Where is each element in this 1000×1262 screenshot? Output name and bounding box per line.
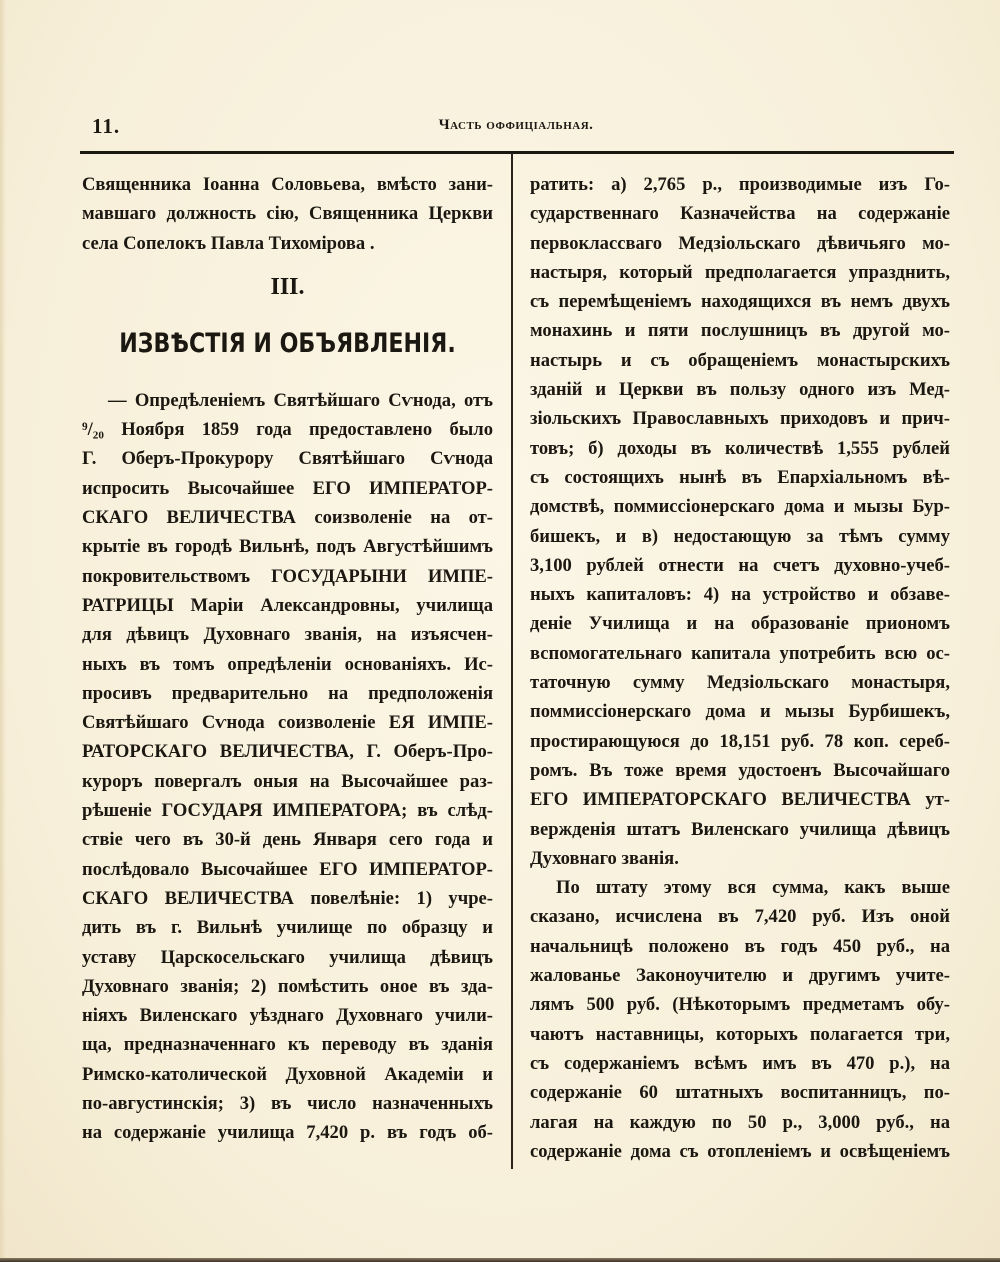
text-line: Г. Оберъ-Прокурору Святѣйшаго Сѵнода: [82, 448, 493, 470]
left-column: [82, 170, 493, 1148]
text-line: лямъ 500 руб. (Нѣкоторымъ предметамъ обу-: [530, 994, 950, 1016]
column-divider: [511, 153, 513, 1169]
text-line: Духовнаго званія; 2) помѣстить оное въ зда-: [82, 975, 493, 997]
text-line: РАТРИЦЫ Маріи Александровны, училища: [82, 594, 493, 616]
section-number: III.: [270, 273, 305, 300]
page-number: 11.: [92, 114, 121, 138]
text-line: монахинь и пяти послушницъ въ другой мо-: [530, 320, 950, 342]
text-line: крытіе въ городѣ Вильнѣ, подъ Августѣйшимъ: [82, 536, 493, 558]
text-line: для дѣвицъ Духовнаго званія, на изъясчен-: [82, 624, 493, 646]
text-line: настырь и съ обращеніемъ монастырскихъ: [530, 349, 950, 371]
continued-paragraph: [530, 170, 950, 873]
text-line: на содержаніе училища 7,420 р. въ годъ об-: [82, 1122, 493, 1144]
text-line: содержаніе дома съ отопленіемъ и освѣщеніемъ: [530, 1140, 950, 1162]
text-line: съ содержаніемъ всѣмъ имъ въ 470 р.), на: [530, 1052, 950, 1074]
text-line: СКАГО ВЕЛИЧЕСТВА соизволеніе на от-: [82, 507, 493, 529]
text-line: СКАГО ВЕЛИЧЕСТВА повелѣніе: 1) учре-: [82, 887, 493, 909]
text-line: послѣдовало Высочайшее ЕГО ИМПЕРАТОР-: [82, 858, 493, 880]
text-line: жалованье Законоучителю и другимъ учите-: [530, 965, 950, 987]
text-line: По штату этому вся сумма, какъ выше: [556, 877, 950, 899]
text-line: съ перемѣщеніемъ находящихся въ немъ двухъ: [530, 291, 950, 313]
text-line: сударственнаго Казначейства на содержаніе: [530, 203, 950, 225]
text-line: РАТОРСКАГО ВЕЛИЧЕСТВА, Г. Оберъ-Про-: [82, 741, 493, 763]
text-line: 3,100 рублей отнести на счетъ духовно-учеб-: [530, 554, 950, 576]
text-line: покровительствомъ ГОСУДАРЫНИ ИМПЕ-: [82, 565, 493, 587]
text-line: рѣшеніе ГОСУДАРЯ ИМПЕРАТОРА; въ слѣд-: [82, 800, 493, 822]
text-line: товъ; б) доходы въ количествѣ 1,555 рублей: [530, 437, 950, 459]
text-line: Духовнаго званія.: [530, 847, 679, 869]
page-edge-bottom: [0, 1258, 1000, 1262]
text-line: начальницѣ положено въ годъ 450 руб., на: [530, 935, 950, 957]
text-line: ща, предназначеннаго къ переводу въ зданія: [82, 1034, 493, 1056]
text-line: зданій и Церкви въ пользу одного изъ Мед-: [530, 379, 950, 401]
text-line: вспомогательнаго капитала употребить всю ос-: [530, 642, 950, 664]
text-line: мавшаго должность сію, Священника Церкви: [82, 203, 493, 225]
text-line: ратить: а) 2,765 р., производимые изъ Го-: [530, 174, 950, 195]
text-line: ЕГО ИМПЕРАТОРСКАГО ВЕЛИЧЕСТВА ут-: [530, 789, 950, 811]
text-line: ныхъ капиталовъ: 4) на устройство и обзаве-: [530, 584, 950, 606]
text-line: лагая на каждую по 50 р., 3,000 руб., на: [530, 1111, 950, 1133]
text-line: просивъ предварительно на предположенія: [82, 682, 493, 704]
text-line: деніе Училища и на образованіе приономъ: [530, 613, 950, 635]
text-line: ніяхъ Виленскаго уѣзднаго Духовнаго учили-: [82, 1005, 493, 1027]
text-line: испросить Высочайшее ЕГО ИМПЕРАТОР-: [82, 477, 493, 499]
text-line: вержденія штатъ Виленскаго училища дѣвицъ: [530, 818, 950, 840]
text-line: дить въ г. Вильнѣ училище по образцу и: [82, 917, 493, 939]
page-header: [82, 110, 950, 140]
right-column: [530, 170, 950, 1166]
staffing-paragraph: [530, 873, 950, 1166]
text-line: ⁹/₂₀ Ноября 1859 года предоставлено было: [82, 419, 493, 441]
text-line: ствіе чего въ 30-й день Января сего года и: [82, 829, 493, 851]
text-line: сказано, исчислена въ 7,420 руб. Изъ оной: [530, 906, 950, 928]
section-title: ИЗВѢСТІЯ И ОБЪЯВЛЕНІЯ.: [119, 327, 456, 359]
text-line: настыря, который предполагается упразднить,: [530, 261, 950, 283]
text-line: поммиссіонерскаго дома и мызы Бурбишекъ,: [530, 701, 950, 723]
text-line: уставу Царскосельскаго училища дѣвицъ: [82, 946, 493, 968]
text-line: чаютъ наставницы, которыхъ полагается три,: [530, 1023, 950, 1045]
text-line: ромъ. Въ тоже время удостоенъ Высочайшаго: [530, 759, 950, 781]
intro-paragraph: [82, 170, 493, 258]
announcement-paragraph: [82, 386, 493, 1148]
text-line: бишекъ, и в) недостающую за тѣмъ сумму: [530, 525, 950, 547]
page-edge-shadow: [0, 0, 6, 1262]
text-line: съ состоящихъ нынѣ въ Епархіальномъ вѣ-: [530, 466, 950, 488]
text-line: простирающуюся до 18,151 руб. 78 коп. сереб-: [530, 730, 950, 752]
header-rule: [80, 151, 954, 154]
text-line: по-августинскія; 3) въ число назначенныхъ: [82, 1093, 493, 1115]
text-line: ныхъ въ томъ опредѣленіи основаніяхъ. Ис-: [82, 653, 493, 675]
text-line: Святѣйшаго Сѵнода соизволеніе ЕЯ ИМПЕ-: [82, 712, 493, 734]
text-line: села Сопелокъ Павла Тихомірова .: [82, 232, 375, 254]
running-title: Часть оффиціальная.: [438, 117, 594, 133]
text-line: — Опредѣленіемъ Святѣйшаго Сѵнода, отъ: [108, 389, 493, 411]
text-line: таточную сумму Медзіольскаго монастыря,: [530, 672, 950, 694]
text-line: содержаніе 60 штатныхъ воспитанницъ, по-: [530, 1082, 950, 1104]
text-line: зіольскихъ Православныхъ приходовъ и прич-: [530, 408, 950, 430]
text-line: Римско-католической Духовной Академіи и: [82, 1063, 493, 1085]
text-line: куроръ повергалъ оныя на Высочайшее раз-: [82, 770, 493, 792]
text-line: первоклассваго Медзіольскаго дѣвичьяго мо-: [530, 232, 950, 254]
text-line: Священника Іоанна Соловьева, вмѣсто зани-: [82, 174, 493, 195]
text-line: домствѣ, поммиссіонерскаго дома и мызы Бур-: [530, 496, 950, 518]
